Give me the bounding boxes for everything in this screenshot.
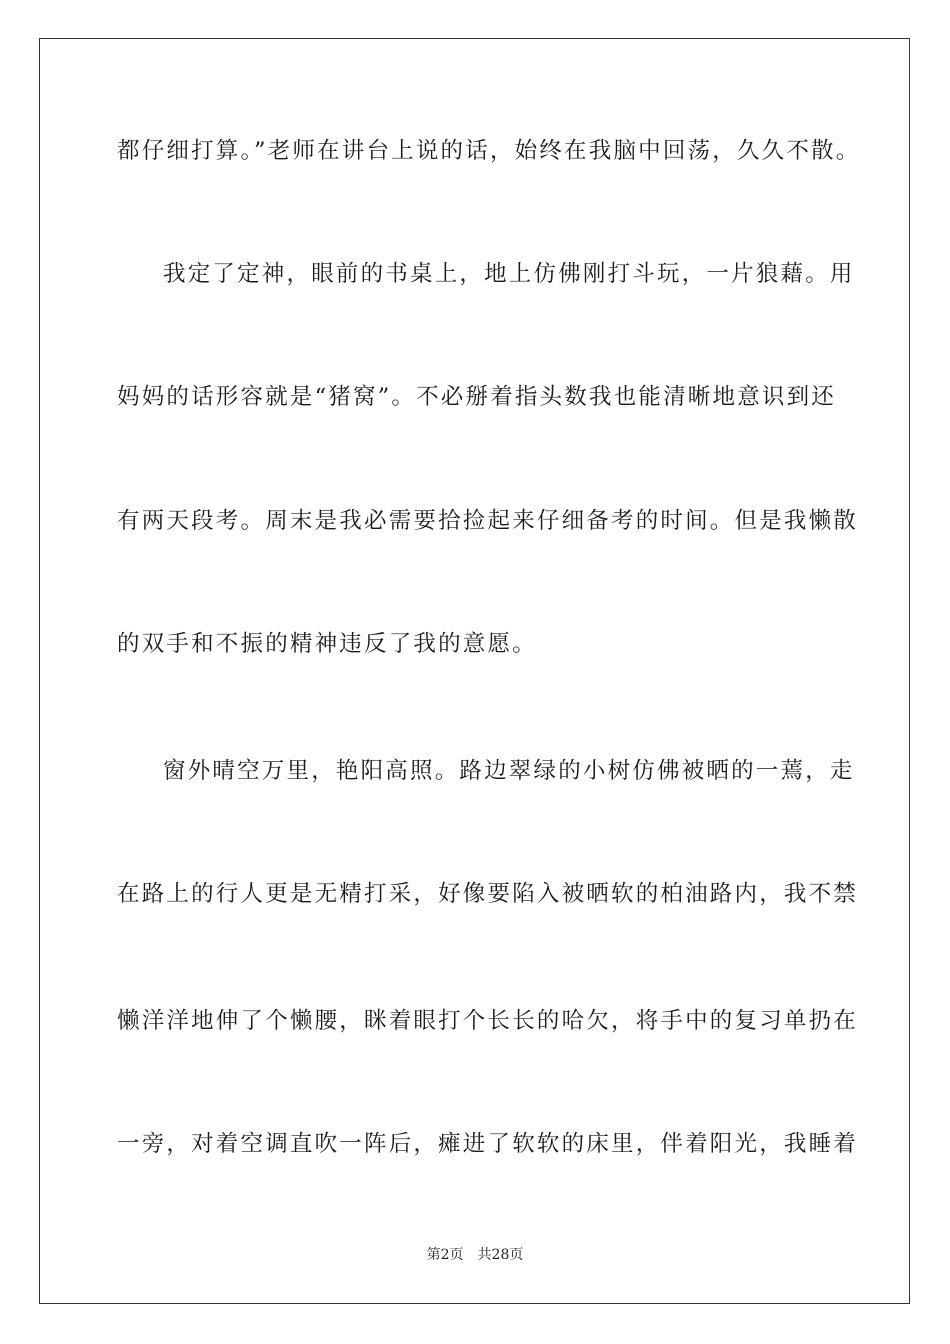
text-line-2: 我定了定神，眼前的书桌上，地上仿佛刚打斗玩，一片狼藉。用 xyxy=(163,261,855,287)
text-line-7: 在路上的行人更是无精打采，好像要陷入被晒软的柏油路内，我不禁 xyxy=(117,881,859,907)
text-line-6: 窗外晴空万里，艳阳高照。路边翠绿的小树仿佛被晒的一蔫，走 xyxy=(163,758,855,784)
text-line-3: 妈妈的话形容就是“猪窝”。不必掰着指头数我也能清晰地意识到还 xyxy=(117,384,837,410)
text-line-5: 的双手和不振的精神违反了我的意愿。 xyxy=(117,631,537,657)
page-border xyxy=(39,38,910,1304)
text-line-9: 一旁，对着空调直吹一阵后，瘫进了软软的床里，伴着阳光，我睡着 xyxy=(117,1131,859,1157)
page-number: 第2页 xyxy=(426,1247,464,1263)
text-line-8: 懒洋洋地伸了个懒腰，眯着眼打个长长的哈欠，将手中的复习单扔在 xyxy=(117,1008,859,1034)
text-line-4: 有两天段考。周末是我必需要拾捡起来仔细备考的时间。但是我懒散 xyxy=(117,508,859,534)
page-footer xyxy=(0,1246,950,1264)
text-line-1: 都仔细打算。”老师在讲台上说的话，始终在我脑中回荡，久久不散。 xyxy=(117,138,861,164)
total-pages: 共28页 xyxy=(477,1247,524,1263)
